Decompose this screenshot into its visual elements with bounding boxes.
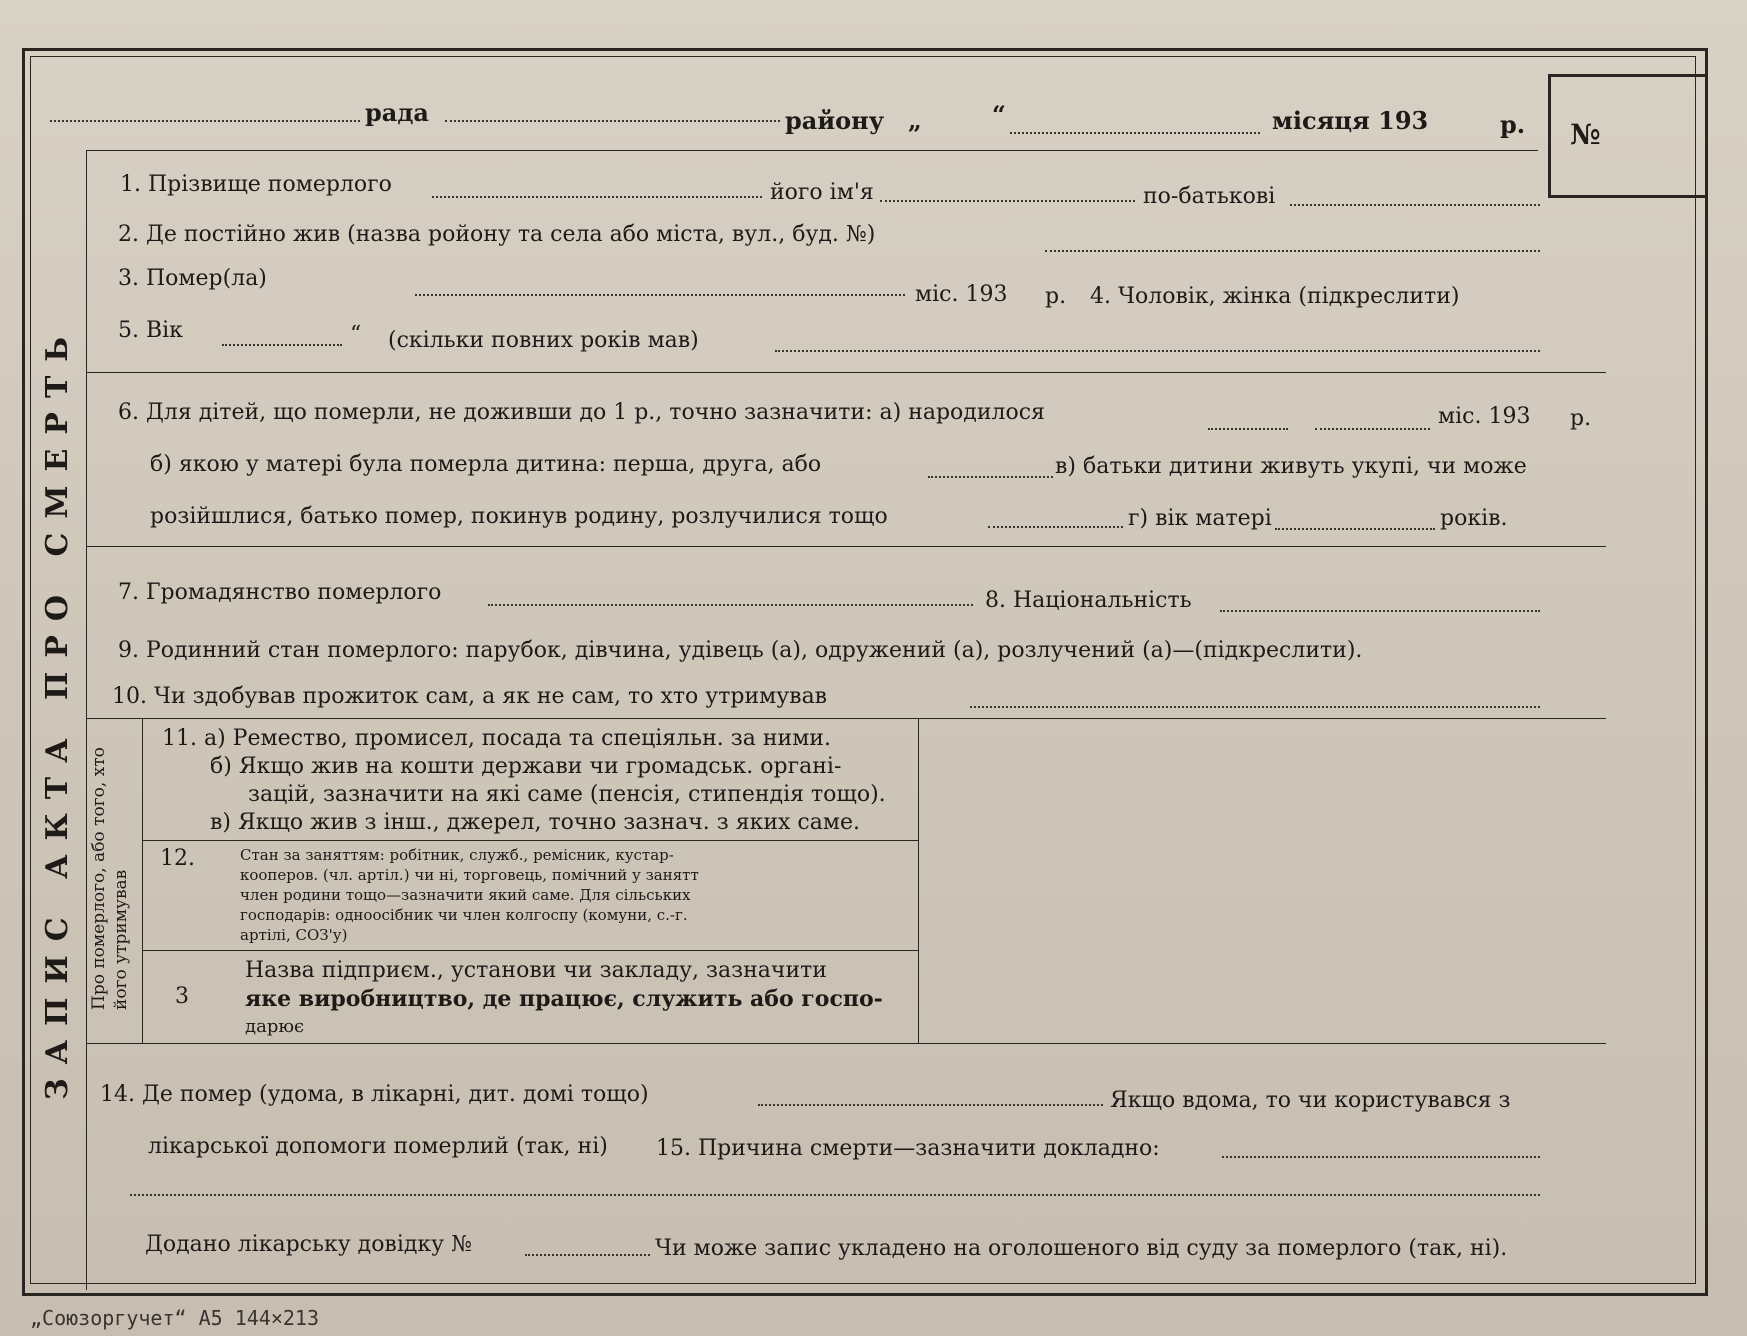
- rayon-fill-line: [445, 120, 780, 122]
- mother-age-fill-line: [1275, 528, 1435, 530]
- item12-line5: артілі, СОЗ'у): [240, 926, 348, 944]
- item14b-label: лікарської допомоги померлий (так, ні): [148, 1134, 608, 1159]
- item10-label: 10. Чи здобував прожиток сам, а як не сам, то хто утримував: [112, 684, 828, 709]
- item15-label: 15. Причина смерти—зазначити докладно:: [656, 1136, 1160, 1161]
- header-rule: [86, 150, 1538, 151]
- rule-after-6: [86, 546, 1606, 547]
- rule-after-12: [142, 950, 918, 951]
- item6b-label: б) якою у матері була померла дитина: перша, друга, або: [150, 452, 822, 477]
- child-order-fill-line: [928, 476, 1053, 478]
- item13-line2: яке виробництво, де працює, служить або госпо-: [245, 986, 883, 1012]
- age-fill-line: [222, 344, 342, 346]
- item13-number: 3: [175, 984, 189, 1009]
- item2-label: 2. Де постійно жив (назва ройону та села або міста, вул., буд. №): [118, 222, 876, 247]
- rule-after-11: [142, 840, 918, 841]
- item6a-label: 6. Для дітей, що померли, не доживши до 1 р., точно зазначити: а) народилося: [118, 400, 1045, 425]
- parents-status-fill-line: [988, 526, 1123, 528]
- patronymic-fill-line: [1290, 204, 1540, 206]
- rada-fill-line: [50, 120, 360, 122]
- block-answer-rule: [918, 718, 919, 1043]
- cause-fill-line-2: [130, 1194, 1540, 1196]
- item11b-line1: б) Якщо жив на кошти держави чи громадськ. органі-: [210, 754, 842, 779]
- birth-month-fill-line: [1315, 428, 1430, 430]
- item1-patronymic-label: по-батькові: [1143, 184, 1276, 209]
- birth-day-fill-line: [1208, 428, 1288, 430]
- item5-label: 5. Вік: [118, 318, 183, 343]
- certificate-fill-line: [525, 1254, 650, 1256]
- court-question-label: Чи може запис укладено на оголошеного від суду за померлого (так, ні).: [655, 1236, 1508, 1261]
- item6a-month-label: міс. 193: [1438, 404, 1531, 429]
- rayon-label: району: [785, 106, 885, 135]
- day-quote-close: “: [992, 100, 1006, 129]
- item14-label: 14. Де помер (удома, в лікарні, дит. домі тощо): [100, 1082, 649, 1107]
- item1-surname-label: 1. Прізвище померлого: [120, 172, 392, 197]
- surname-fill-line: [432, 196, 762, 198]
- certificate-label: Додано лікарську довідку №: [145, 1232, 472, 1257]
- side-label: Про померлого, або того, хто його утримував: [89, 747, 131, 1010]
- month-fill-line: [1010, 132, 1260, 134]
- item8-label: 8. Національність: [985, 588, 1192, 613]
- name-fill-line: [880, 200, 1135, 202]
- death-date-fill-line: [415, 294, 905, 296]
- item11a-label: 11. а) Ремество, промисел, посада та спеціяльн. за ними.: [162, 726, 831, 751]
- item5-quote: “: [350, 322, 362, 347]
- rule-after-13: [86, 1043, 1606, 1044]
- item7-label: 7. Громадянство померлого: [118, 580, 442, 605]
- vertical-title: ЗАПИС АКТА ПРО СМЕРТЬ: [40, 322, 75, 1100]
- cause-fill-line-1: [1222, 1156, 1540, 1158]
- death-place-fill-line: [758, 1104, 1103, 1106]
- item11b-line2: зацій, зазначити на які саме (пенсія, стипендія тощо).: [248, 782, 886, 807]
- item1-name-label: його ім'я: [770, 180, 874, 205]
- rule-after-10: [86, 718, 1606, 719]
- item5-fill-line: [775, 350, 1540, 352]
- item11v-label: в) Якщо жив з інш., джерел, точно зазнач. з яких саме.: [210, 810, 860, 835]
- left-column-rule: [86, 150, 87, 1290]
- number-label: №: [1570, 118, 1601, 151]
- rule-after-5: [86, 372, 1606, 373]
- printer-footer: „Союзоргучет“ А5 144×213: [30, 1306, 319, 1330]
- citizenship-fill-line: [488, 604, 973, 606]
- item6g-label: г) вік матері: [1128, 506, 1272, 531]
- month-year-label: місяця 193: [1272, 106, 1429, 135]
- item12-line4: господарів: одноосібник чи член колгоспу (комуни, с.-г.: [240, 906, 688, 924]
- item3-month-label: міс. 193: [915, 282, 1008, 307]
- item14-tail-label: Якщо вдома, то чи користувався з: [1110, 1088, 1511, 1113]
- block-inner-left-rule: [142, 718, 143, 1043]
- item12-line3: член родини тощо—зазначити який саме. Для сільських: [240, 886, 691, 904]
- item12-line2: кооперов. (чл. артіл.) чи ні, торговець, помічний у занятт: [240, 866, 699, 884]
- supporter-fill-line: [970, 706, 1540, 708]
- item12-number: 12.: [160, 846, 195, 871]
- rada-label: рада: [365, 98, 429, 127]
- item6v-label: в) батьки дитини живуть укупі, чи може: [1055, 454, 1527, 479]
- item3-label: 3. Помер(ла): [118, 266, 267, 291]
- item6g-tail-label: років.: [1440, 506, 1508, 531]
- item6c-label: розійшлися, батько помер, покинув родину, розлучилися тощо: [150, 504, 888, 529]
- item5-tail-label: (скільки повних років мав): [388, 328, 699, 353]
- residence-fill-line: [1045, 250, 1540, 252]
- nationality-fill-line: [1220, 610, 1540, 612]
- item6a-r-label: р.: [1570, 406, 1592, 431]
- item4-label: 4. Чоловік, жінка (підкреслити): [1090, 284, 1460, 309]
- item13-line1: Назва підприєм., установи чи закладу, зазначити: [245, 958, 827, 983]
- item9-label: 9. Родинний стан померлого: парубок, дівчина, удівець (а), одружений (а), розлучений (а)—(підкреслити).: [118, 638, 1363, 663]
- item12-line1: Стан за заняттям: робітник, служб., ремісник, кустар-: [240, 846, 674, 864]
- item3-r-label: р.: [1045, 284, 1067, 309]
- day-quote-open: „: [908, 106, 922, 135]
- item13-line3: дарює: [245, 1016, 305, 1037]
- year-r-label: р.: [1500, 110, 1526, 139]
